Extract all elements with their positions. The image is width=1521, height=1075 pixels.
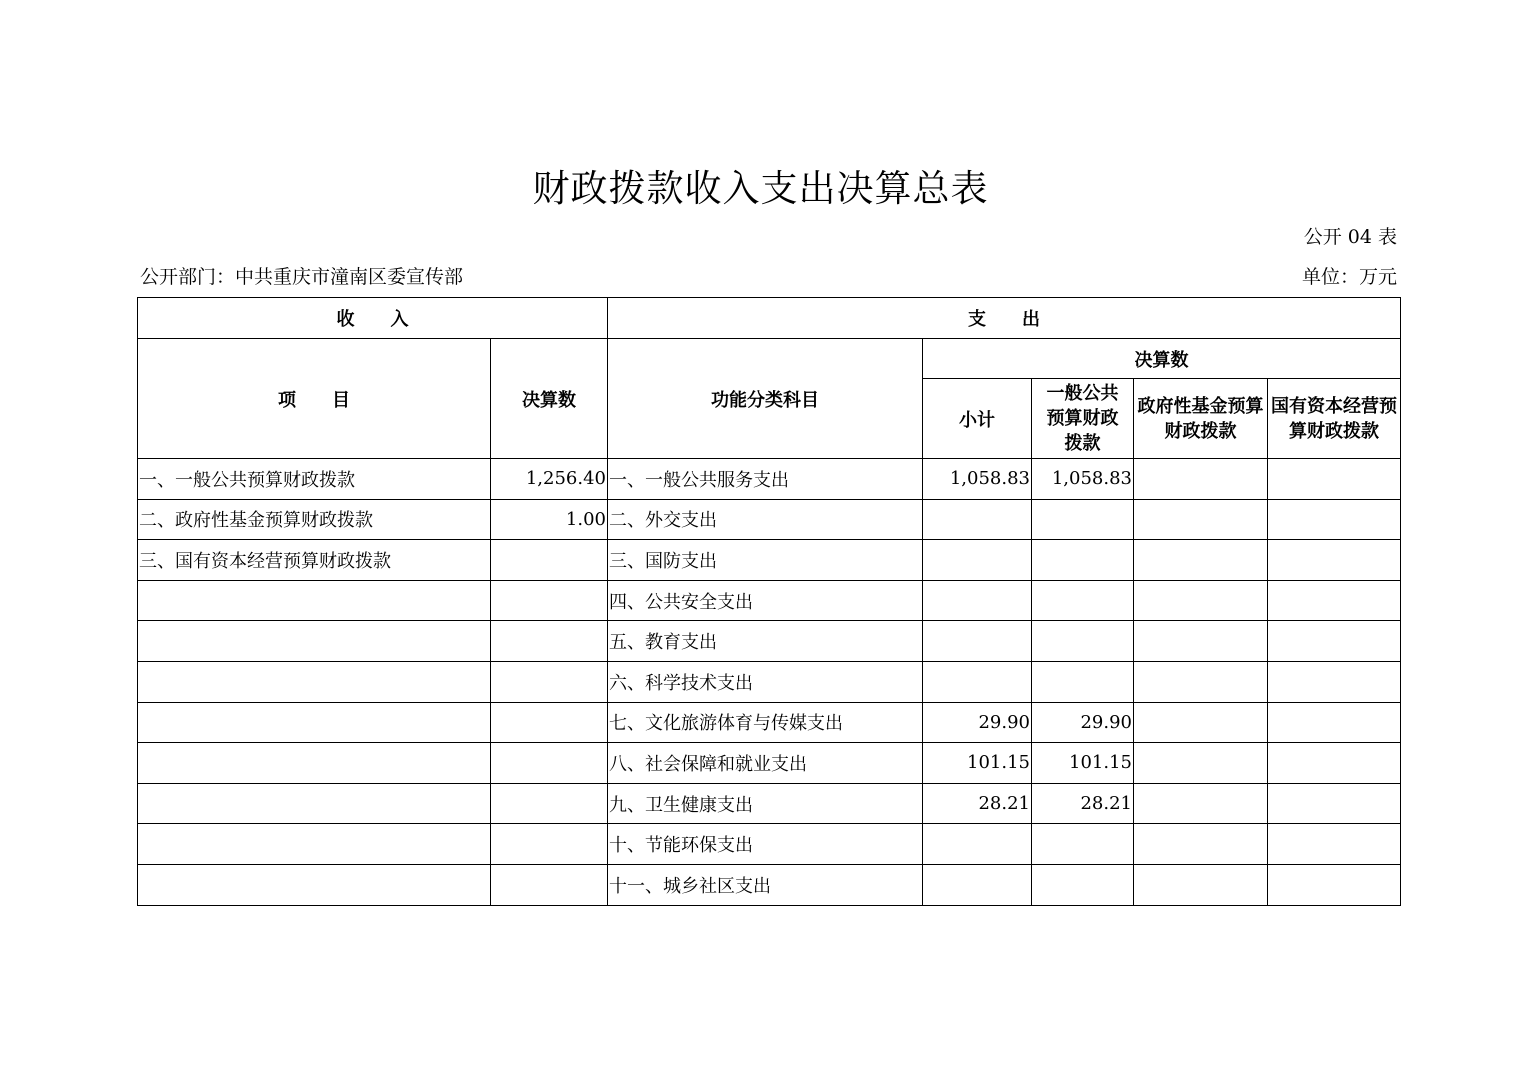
table-row	[138, 499, 1401, 540]
table-row	[138, 702, 1401, 743]
expense-item-cell: 九、卫生健康支出	[608, 783, 923, 824]
general-budget-cell: 29.90	[1032, 702, 1134, 743]
gov-fund-cell	[1134, 621, 1268, 662]
general-budget-cell	[1032, 864, 1134, 905]
table-row	[138, 621, 1401, 662]
gov-fund-cell	[1134, 459, 1268, 500]
state-capital-cell	[1268, 702, 1401, 743]
expense-item-cell: 十、节能环保支出	[608, 824, 923, 865]
general-budget-cell	[1032, 621, 1134, 662]
state-capital-cell	[1268, 499, 1401, 540]
table-row	[138, 864, 1401, 905]
gov-fund-cell	[1134, 783, 1268, 824]
expense-item-cell: 三、国防支出	[608, 540, 923, 581]
income-amount-cell	[491, 540, 608, 581]
income-item-cell	[138, 824, 491, 865]
table-row	[138, 783, 1401, 824]
form-number: 公开 04 表	[1303, 226, 1397, 248]
subtotal-cell: 28.21	[923, 783, 1032, 824]
income-item-cell	[138, 661, 491, 702]
col-header-item: 项 目	[138, 339, 491, 459]
expense-item-cell: 一、一般公共服务支出	[608, 459, 923, 500]
col-header-state-capital: 国有资本经营预算财政拨款	[1268, 379, 1401, 459]
subtotal-cell	[923, 540, 1032, 581]
income-amount-cell	[491, 783, 608, 824]
gov-fund-cell	[1134, 864, 1268, 905]
col-header-amount: 决算数	[491, 339, 608, 459]
state-capital-cell	[1268, 459, 1401, 500]
table-row	[138, 824, 1401, 865]
table-row	[138, 743, 1401, 784]
state-capital-cell	[1268, 824, 1401, 865]
subtotal-cell: 1,058.83	[923, 459, 1032, 500]
income-amount-cell	[491, 702, 608, 743]
state-capital-cell	[1268, 743, 1401, 784]
subtotal-cell: 29.90	[923, 702, 1032, 743]
expense-item-cell: 二、外交支出	[608, 499, 923, 540]
income-amount-cell: 1,256.40	[491, 459, 608, 500]
page-title: 财政拨款收入支出决算总表	[532, 167, 989, 210]
state-capital-cell	[1268, 864, 1401, 905]
income-amount-cell	[491, 621, 608, 662]
expense-item-cell: 七、文化旅游体育与传媒支出	[608, 702, 923, 743]
general-budget-cell	[1032, 580, 1134, 621]
state-capital-cell	[1268, 580, 1401, 621]
subtotal-cell: 101.15	[923, 743, 1032, 784]
expense-item-cell: 五、教育支出	[608, 621, 923, 662]
gov-fund-cell	[1134, 499, 1268, 540]
state-capital-cell	[1268, 783, 1401, 824]
income-amount-cell	[491, 661, 608, 702]
general-budget-cell: 1,058.83	[1032, 459, 1134, 500]
income-amount-cell	[491, 743, 608, 784]
income-item-cell: 三、国有资本经营预算财政拨款	[138, 540, 491, 581]
col-header-function: 功能分类科目	[608, 339, 923, 459]
table-row	[138, 459, 1401, 500]
income-item-cell	[138, 783, 491, 824]
general-budget-cell	[1032, 540, 1134, 581]
table-row	[138, 661, 1401, 702]
col-header-subtotal: 小计	[923, 379, 1032, 459]
gov-fund-cell	[1134, 824, 1268, 865]
gov-fund-cell	[1134, 743, 1268, 784]
header-row-middle	[138, 339, 1401, 379]
expense-item-cell: 八、社会保障和就业支出	[608, 743, 923, 784]
general-budget-cell	[1032, 499, 1134, 540]
general-budget-cell: 28.21	[1032, 783, 1134, 824]
expense-header: 支 出	[608, 298, 1401, 339]
income-amount-cell	[491, 580, 608, 621]
table-row	[138, 540, 1401, 581]
gov-fund-cell	[1134, 661, 1268, 702]
table-row	[138, 580, 1401, 621]
income-item-cell	[138, 580, 491, 621]
subtotal-cell	[923, 661, 1032, 702]
gov-fund-cell	[1134, 540, 1268, 581]
expense-item-cell: 十一、城乡社区支出	[608, 864, 923, 905]
income-item-cell: 二、政府性基金预算财政拨款	[138, 499, 491, 540]
col-header-general: 一般公共预算财政拨款	[1032, 379, 1134, 459]
general-budget-cell: 101.15	[1032, 743, 1134, 784]
expense-item-cell: 四、公共安全支出	[608, 580, 923, 621]
budget-table	[137, 297, 1401, 906]
income-header: 收 入	[138, 298, 608, 339]
general-budget-cell	[1032, 824, 1134, 865]
unit-label: 单位：万元	[1301, 266, 1397, 288]
subtotal-cell	[923, 499, 1032, 540]
income-amount-cell: 1.00	[491, 499, 608, 540]
income-amount-cell	[491, 824, 608, 865]
expense-item-cell: 六、科学技术支出	[608, 661, 923, 702]
subtotal-cell	[923, 580, 1032, 621]
header-row-top	[138, 298, 1401, 339]
income-item-cell	[138, 864, 491, 905]
gov-fund-cell	[1134, 702, 1268, 743]
department-label: 公开部门：中共重庆市潼南区委宣传部	[140, 266, 464, 288]
subtotal-cell	[923, 621, 1032, 662]
income-item-cell	[138, 743, 491, 784]
income-item-cell	[138, 621, 491, 662]
col-header-final-group: 决算数	[923, 339, 1401, 379]
state-capital-cell	[1268, 540, 1401, 581]
state-capital-cell	[1268, 661, 1401, 702]
subtotal-cell	[923, 864, 1032, 905]
subtotal-cell	[923, 824, 1032, 865]
state-capital-cell	[1268, 621, 1401, 662]
general-budget-cell	[1032, 661, 1134, 702]
income-item-cell: 一、一般公共预算财政拨款	[138, 459, 491, 500]
gov-fund-cell	[1134, 580, 1268, 621]
col-header-gov-fund: 政府性基金预算财政拨款	[1134, 379, 1268, 459]
income-item-cell	[138, 702, 491, 743]
income-amount-cell	[491, 864, 608, 905]
